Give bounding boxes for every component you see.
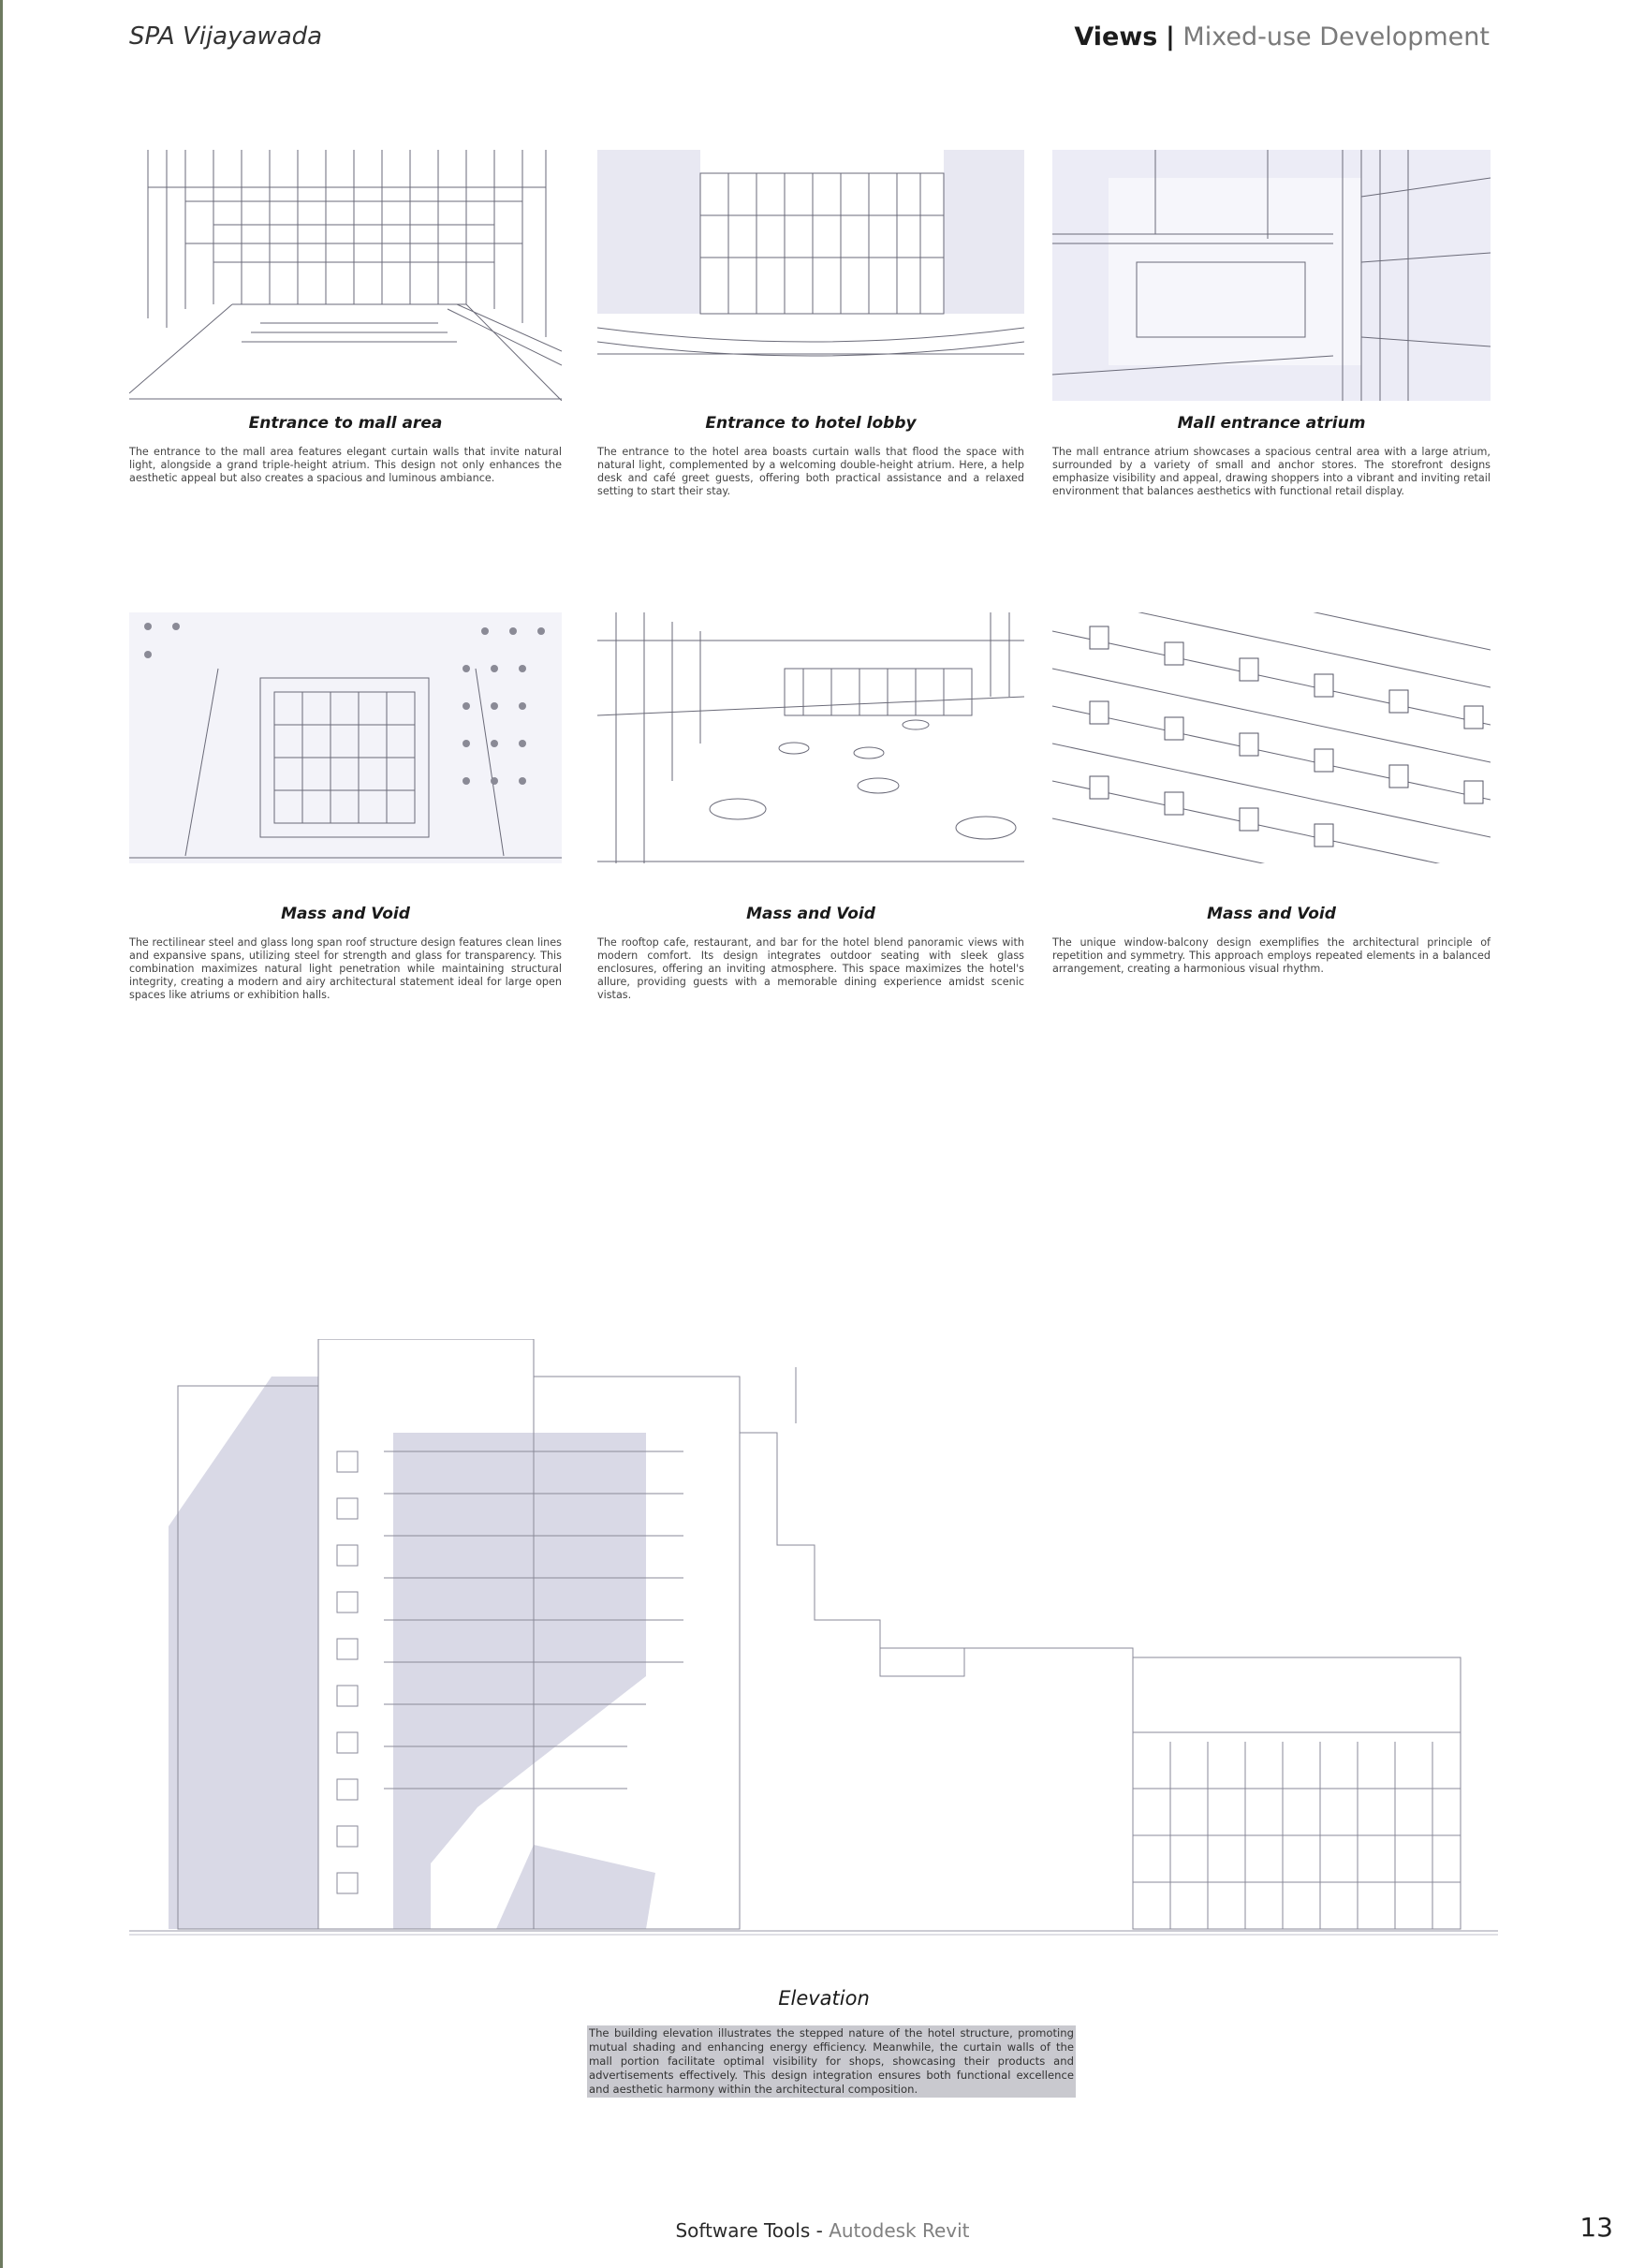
view-caption: Mass and Void	[281, 905, 410, 923]
view-mall-atrium-image	[1052, 150, 1491, 401]
view-roof-structure-image	[129, 612, 562, 863]
view-rooftop-cafe-image	[597, 612, 1024, 863]
view-mall-entrance-image	[129, 150, 562, 401]
view-description: The entrance to the mall area features elegant curtain walls that invite natural light, alongside a grand triple-height atrium. This design not only enhances the aesthetic appeal but also creates a spacious and luminous ambiance.	[129, 446, 562, 484]
section-heading-strong: Views	[1074, 22, 1158, 52]
view-description: The entrance to the hotel area boasts curtain walls that flood the space with natural light, complemented by a welcoming double-height atrium. Here, a help desk and café greet guests, offering both practical assistance and a relaxed setting to start their stay.	[597, 446, 1024, 497]
elevation-drawing	[122, 1339, 1498, 1938]
elevation-title: Elevation	[778, 1987, 870, 2010]
section-heading-light: Mixed-use Development	[1182, 22, 1490, 52]
view-hotel-lobby-image	[597, 150, 1024, 401]
section-heading-separator: |	[1165, 22, 1175, 52]
view-description: The unique window-balcony design exemplifies the architectural principle of repetition and symmetry. This approach employs repeated elements in a balanced arrangement, creating a harmonious visual rhythm.	[1052, 936, 1491, 975]
elevation-description: The building elevation illustrates the stepped nature of the hotel structure, promoting mutual shading and enhancing energy efficiency. Meanwhile, the curtain walls of the mall portion facilitate optimal visibility for shops, showcasing their products and advertisements effectively. This design integration ensures both functional excellence and aesthetic harmony within the architectural composition.	[589, 2026, 1074, 2096]
footer-software	[0, 2219, 1645, 2242]
view-caption: Entrance to hotel lobby	[705, 414, 917, 433]
view-caption: Mall entrance atrium	[1177, 414, 1366, 433]
view-caption: Entrance to mall area	[248, 414, 443, 433]
view-description: The rectilinear steel and glass long span roof structure design features clean lines and expansive spans, utilizing steel for strength and glass for transparency. This combination maximizes natural light penetration while maintaining structural integrity, creating a modern and airy architectural statement ideal for large open spaces like atriums or exhibition halls.	[129, 936, 562, 1001]
view-window-balcony-image	[1052, 612, 1491, 863]
page-number: 13	[1579, 2212, 1613, 2243]
view-description: The rooftop cafe, restaurant, and bar for the hotel blend panoramic views with modern comfort. Its design integrates outdoor seating with sleek glass enclosures, offering an inviting atmosphere. This space maximizes the hotel's allure, providing guests with a memorable dining experience amidst scenic vistas.	[597, 936, 1024, 1001]
view-caption: Mass and Void	[1207, 905, 1336, 923]
project-title: SPA Vijayawada	[129, 22, 323, 51]
section-heading	[1074, 22, 1490, 52]
page-edge-strip	[0, 0, 3, 2268]
view-description: The mall entrance atrium showcases a spacious central area with a large atrium, surrounded by a variety of small and anchor stores. The storefront designs emphasize visibility and appeal, drawing shoppers into a vibrant and inviting retail environment that balances aesthetics with functional retail display.	[1052, 446, 1491, 497]
footer-tool: Autodesk Revit	[829, 2219, 970, 2242]
view-caption: Mass and Void	[746, 905, 875, 923]
footer-label: Software Tools -	[675, 2219, 823, 2242]
